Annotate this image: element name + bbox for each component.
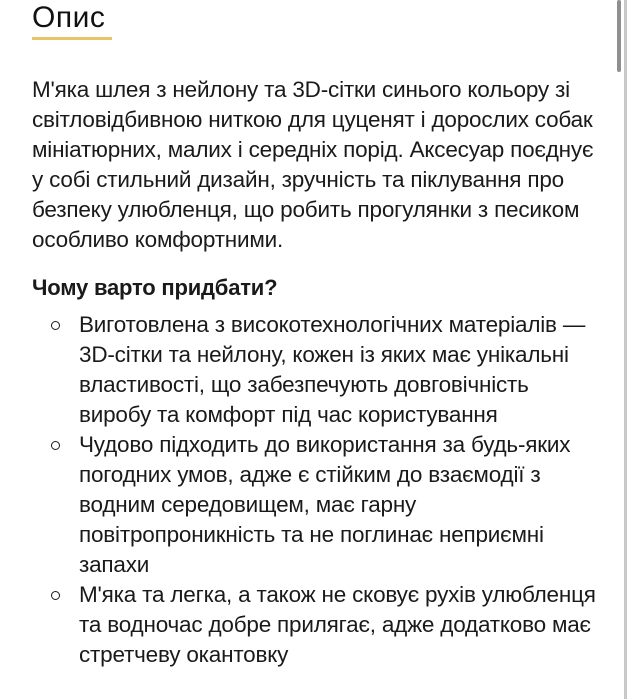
list-item	[32, 310, 597, 430]
description-section	[32, 0, 597, 670]
list-item-text: Виготовлена з високотехнологічних матеріалів — 3D-сітки та нейлону, кожен із яких має унікальні властивості, що забезпечують довговічність виробу та комфорт під час користування	[79, 312, 586, 427]
section-title: Опис	[32, 1, 106, 34]
title-underline	[32, 37, 112, 40]
circle-bullet-icon	[51, 441, 60, 450]
circle-bullet-icon	[51, 321, 60, 330]
list-item-text: Чудово підходить до використання за будь-яких погодних умов, адже є стійким до взаємодії з водним середовищем, має гарну повітропроникність та не поглинає неприємні запахи	[79, 432, 571, 577]
why-buy-list	[32, 310, 597, 670]
list-item	[32, 430, 597, 580]
list-item-text: М'яка та легка, а також не сковує рухів улюбленця та водночас добре прилягає, адже додатково має стретчеву окантовку	[79, 582, 596, 667]
scrollbar-thumb[interactable]	[617, 0, 621, 72]
list-item	[32, 580, 597, 670]
why-buy-heading: Чому варто придбати?	[32, 275, 278, 300]
circle-bullet-icon	[51, 591, 60, 600]
product-description: М'яка шлея з нейлону та 3D-сітки синього кольору зі світловідбивною ниткою для цуценят і дорослих собак мініатюрних, малих і середніх порід. Аксесуар поєднує у собі стильний дизайн, зручність та піклування про безпеку улюбленця, що робить прогулянки з песиком особливо комфортними.	[32, 77, 594, 252]
